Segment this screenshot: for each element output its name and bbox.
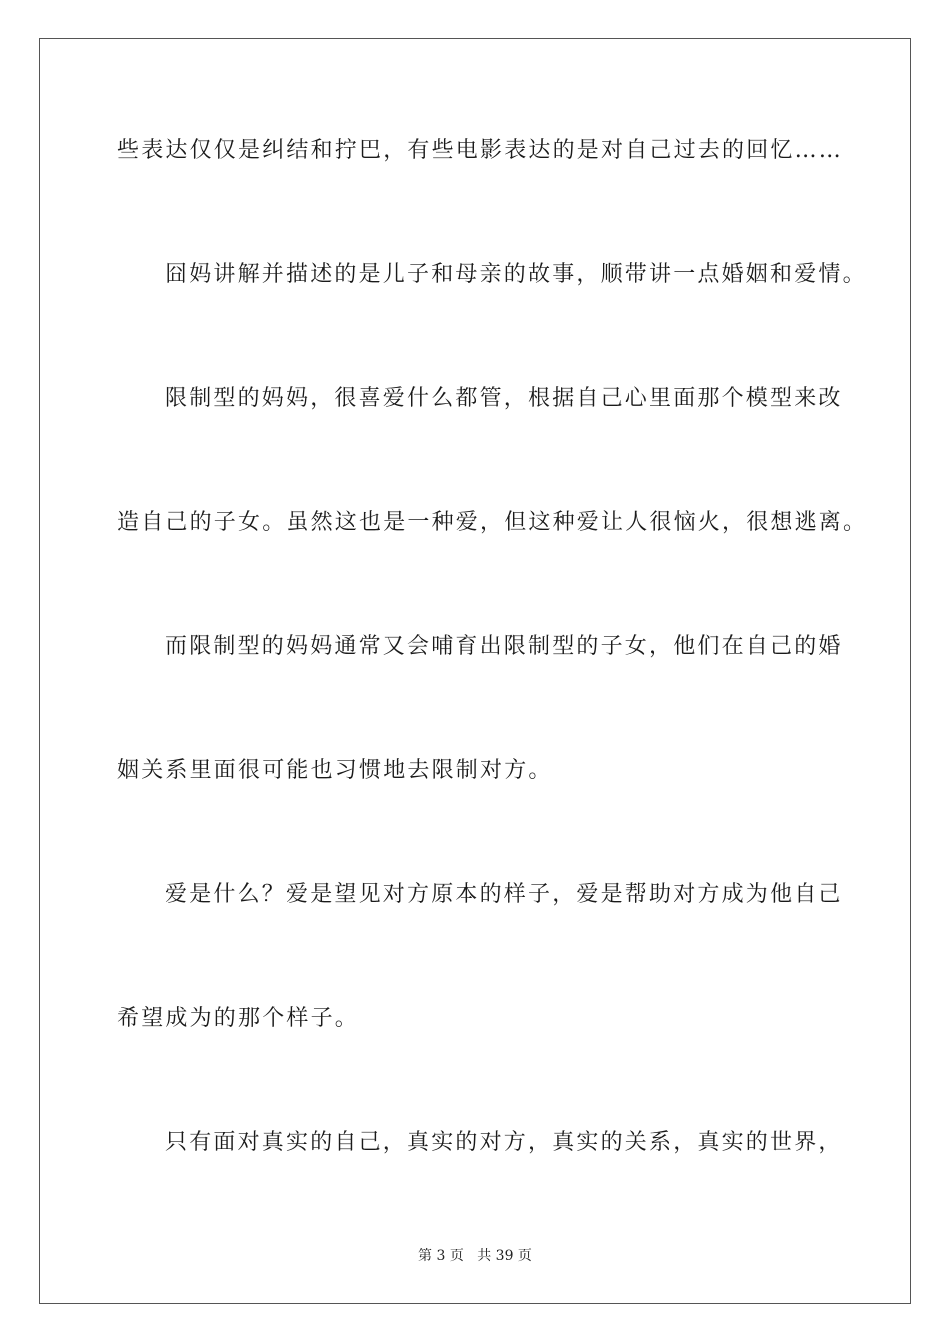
text-line-7: 爱是什么？爱是望见对方原本的样子，爱是帮助对方成为他自己 xyxy=(165,882,843,907)
page-border xyxy=(39,38,911,1304)
text-line-3: 限制型的妈妈，很喜爱什么都管，根据自己心里面那个模型来改 xyxy=(165,386,843,411)
page-footer xyxy=(0,1246,950,1266)
text-line-5: 而限制型的妈妈通常又会哺育出限制型的子女，他们在自己的婚 xyxy=(165,634,843,659)
page-number: 第 3 页 xyxy=(418,1248,464,1264)
text-line-9: 只有面对真实的自己，真实的对方，真实的关系，真实的世界， xyxy=(165,1130,843,1155)
text-line-2: 囧妈讲解并描述的是儿子和母亲的故事，顺带讲一点婚姻和爱情。 xyxy=(165,262,867,287)
page-total: 共 39 页 xyxy=(477,1248,532,1264)
text-line-8: 希望成为的那个样子。 xyxy=(117,1006,360,1031)
text-line-4: 造自己的子女。虽然这也是一种爱，但这种爱让人很恼火，很想逃离。 xyxy=(117,510,868,535)
text-line-1: 些表达仅仅是纠结和拧巴，有些电影表达的是对自己过去的回忆…… xyxy=(117,138,844,163)
text-line-6: 姻关系里面很可能也习惯地去限制对方。 xyxy=(117,758,553,783)
